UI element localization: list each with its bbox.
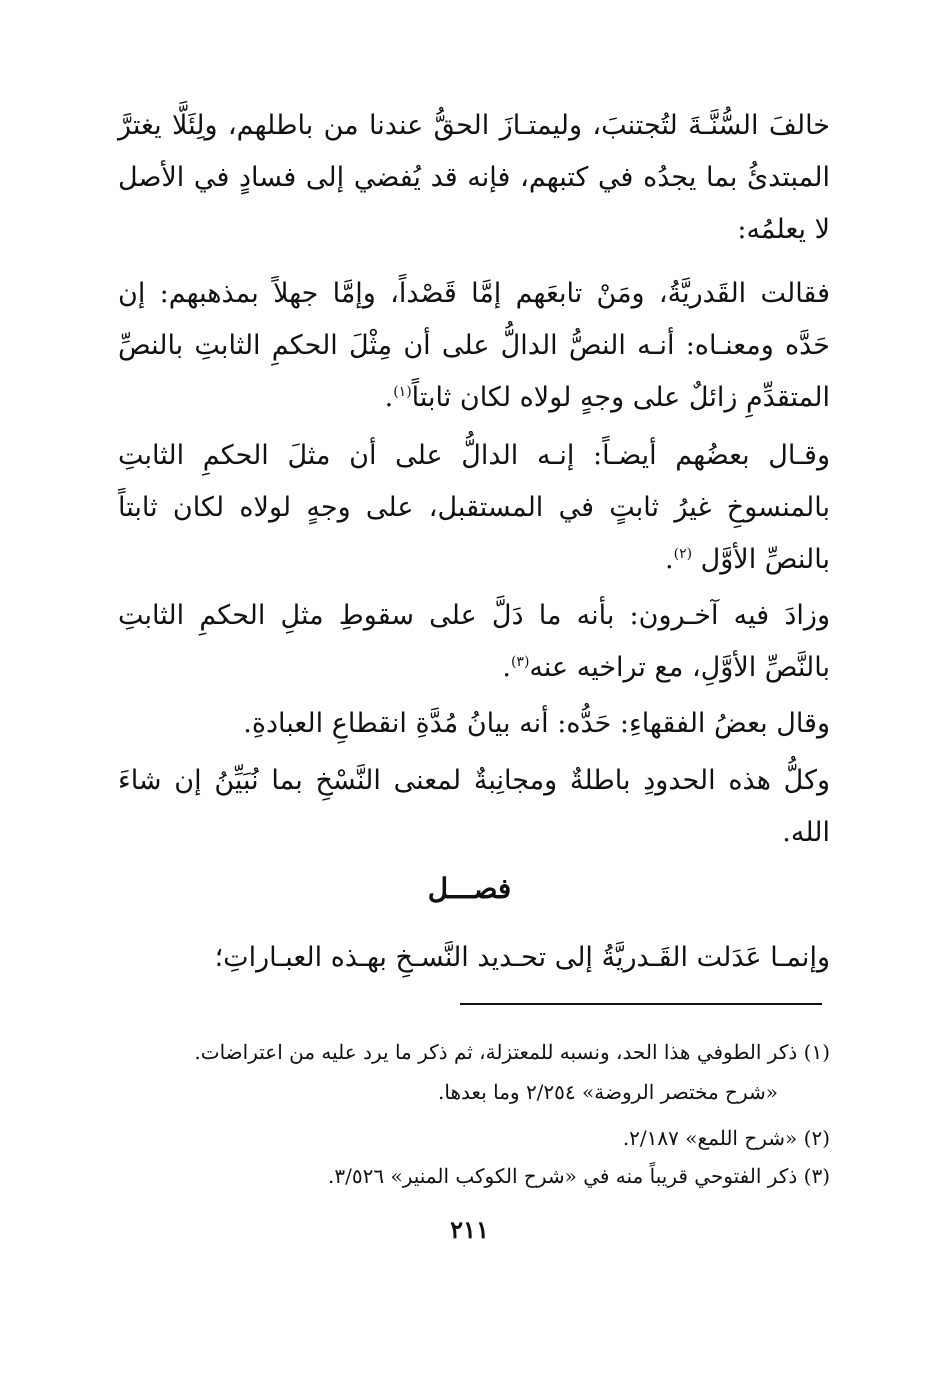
paragraph-4-text: وزادَ فيه آخـرون: بأنه ما دَلَّ على سقوطِ مثلِ الحكمِ الثابتِ بالنَّصِّ الأوَّلِ، مع تراخيه عنه [118,600,830,683]
footnote-1-text: ذكر الطوفي هذا الحد، ونسبه للمعتزلة، ثم ذكر ما يرد عليه من اعتراضات. [194,1040,798,1064]
paragraph-4-end: . [502,652,511,683]
footnote-ref-1[interactable]: (١) [393,384,412,400]
paragraph-6-text: وكلُّ هذه الحدودِ باطلةٌ ومجانِبةٌ لمعنى النَّسْخِ بما نُبَيِّنُ إن شاءَ الله. [118,765,830,848]
paragraph-2-end: . [384,382,394,413]
paragraph-2-text: فقالت القَدريَّةُ، ومَنْ تابعَهم إمَّا قَصْداً، وإمَّا جهلاً بمذهبهم: إن حَدَّه ومعنـاه: أنـه النصُّ الدالُّ على أن مِثْلَ الحكمِ الثابتِ بالنصِّ المتقدِّمِ زائلٌ على وجهٍ لولاه لكان ثابتاً [118,278,830,413]
footnote-1-continuation: «شرح مختصر الروضة» ٢/٢٥٤ وما بعدها. [438,1080,778,1104]
paragraph-3 [118,430,830,586]
section-heading: فصـــل [427,872,512,905]
section-paragraph-text: وإنمـا عَدَلت القَـدريَّةُ إلى تحـديد النَّسـخِ بهـذه العبـاراتِ؛ [214,942,830,973]
footnote-ref-3[interactable]: (٣) [510,654,530,670]
section-paragraph [118,932,830,984]
paragraph-3-text: وقـال بعضُهم أيضـاً: إنـه الدالُّ على أن مثلَ الحكمِ الثابتِ بالمنسوخِ غيرُ ثابتٍ في المستقبل، على وجهٍ لولاه لكان ثابتاً بالنصِّ الأوَّل [118,440,830,575]
footnote-2-number: (٢) [803,1126,830,1150]
page-number: ٢١١ [450,1215,489,1244]
paragraph-4 [118,590,830,694]
footnote-1 [118,1036,830,1068]
footnote-1-number: (١) [803,1040,830,1064]
paragraph-3-end: . [665,544,674,575]
footnote-3 [118,1160,830,1192]
footnote-divider [460,1003,822,1005]
paragraph-2 [118,268,830,424]
paragraph-5-text: وقال بعضُ الفقهاءِ: حَدُّه: أنه بيانُ مُدَّةِ انقطاعِ العبادةِ. [243,708,830,739]
paragraph-6 [118,755,830,859]
footnote-ref-2[interactable]: (٢) [673,546,693,562]
footnote-3-number: (٣) [803,1164,830,1188]
footnote-3-text: ذكر الفتوحي قريباً منه في «شرح الكوكب المنير» ٣/٥٢٦. [328,1164,798,1188]
paragraph-5 [118,698,830,750]
footnote-2 [118,1122,830,1154]
paragraph-1 [118,100,830,256]
paragraph-1-text: خالفَ السُّنَّـةَ لتُجتنبَ، وليمتـازَ الحقُّ عندنا من باطلهم، ولِئَلَّا يغترَّ المبتدئُ بما يجدُه في كتبهم، فإنه قد يُفضي إلى فسادٍ في الأصل لا يعلمُه: [118,110,830,245]
footnote-2-text: «شرح اللمع» ٢/١٨٧. [622,1126,798,1150]
